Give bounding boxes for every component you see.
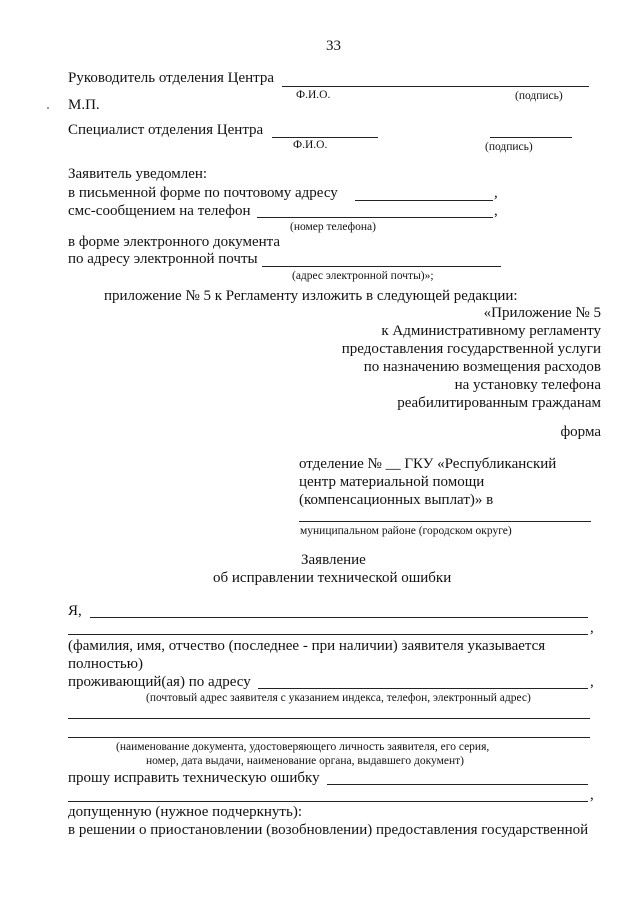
appendix-header-line5: на установку телефона (454, 377, 601, 393)
fio-caption: Ф.И.О. (296, 89, 331, 101)
error-description-line2 (68, 801, 588, 802)
appendix-header-line3: предоставления государственной услуги (341, 341, 601, 357)
statement-subtitle: об исправлении технической ошибки (213, 570, 452, 586)
addressee-line2: центр материальной помощи (299, 474, 485, 490)
specialist-label: Специалист отделения Центра (68, 122, 264, 138)
stamp-place-label: М.П. (68, 97, 100, 113)
decision-line: в решении о приостановлении (возобновлении) предоставления государственной (68, 822, 589, 838)
document-line2 (68, 737, 590, 738)
email-line (262, 266, 501, 267)
notified-by-mail: в письменной форме по почтовому адресу (68, 185, 338, 201)
amendment-instruction: приложение № 5 к Регламенту изложить в следующей редакции: (104, 288, 518, 304)
head-signature-line (282, 86, 589, 87)
phone-line (257, 217, 493, 218)
document-line1 (68, 718, 590, 719)
mail-comma: , (494, 185, 498, 201)
address-caption: (почтовый адрес заявителя с указанием индекса, телефон, электронный адрес) (146, 692, 531, 704)
signature-caption-2: (подпись) (485, 141, 533, 153)
addressee-line1: отделение № __ ГКУ «Республиканский (299, 456, 557, 472)
applicant-name-line2 (68, 634, 588, 635)
applicant-i-label: Я, (68, 603, 82, 619)
sms-comma: , (494, 203, 498, 219)
addressee-line3: (компенсационных выплат)» в (299, 492, 494, 508)
mail-address-line (355, 200, 493, 201)
name-caption-line2: полностью) (68, 656, 143, 672)
residing-label: проживающий(ая) по адресу (68, 674, 251, 690)
district-line (299, 521, 591, 522)
email-caption: (адрес электронной почты)»; (292, 270, 434, 282)
fio-caption-2: Ф.И.О. (293, 139, 328, 151)
page-number: 33 (326, 38, 341, 54)
error-description-line1 (327, 784, 588, 785)
notification-heading: Заявитель уведомлен: (68, 166, 208, 182)
address-comma: , (590, 674, 594, 690)
specialist-signature-line (490, 137, 572, 138)
head-of-department-label: Руководитель отделения Центра (68, 70, 275, 86)
signature-caption: (подпись) (515, 90, 563, 102)
notified-electronic-line1: в форме электронного документа (68, 234, 281, 250)
statement-title: Заявление (301, 552, 366, 568)
appendix-header-line6: реабилитированным гражданам (397, 395, 601, 411)
appendix-header-line4: по назначению возмещения расходов (363, 359, 601, 375)
phone-caption: (номер телефона) (290, 221, 376, 233)
made-in-label: допущенную (нужное подчеркнуть): (68, 804, 302, 820)
form-label: форма (560, 424, 601, 440)
error-comma: , (590, 787, 594, 803)
notified-electronic-line2: по адресу электронной почты (68, 251, 258, 267)
scan-dot (47, 107, 49, 109)
appendix-header-line1: «Приложение № 5 (483, 305, 601, 321)
notified-by-sms: смс-сообщением на телефон (68, 203, 251, 219)
document-caption-line1: (наименование документа, удостоверяющего личность заявителя, его серия, (116, 741, 490, 753)
specialist-name-line (272, 137, 378, 138)
document-caption-line2: номер, дата выдачи, наименование органа, выдавшего документ) (146, 755, 464, 767)
district-caption: муниципальном районе (городском округе) (300, 525, 512, 537)
request-label: прошу исправить техническую ошибку (68, 770, 320, 786)
name-comma: , (590, 620, 594, 636)
appendix-header-line2: к Административному регламенту (381, 323, 601, 339)
address-line (258, 688, 588, 689)
applicant-name-line1 (90, 617, 588, 618)
name-caption-line1: (фамилия, имя, отчество (последнее - при наличии) заявителя указывается (68, 638, 546, 654)
